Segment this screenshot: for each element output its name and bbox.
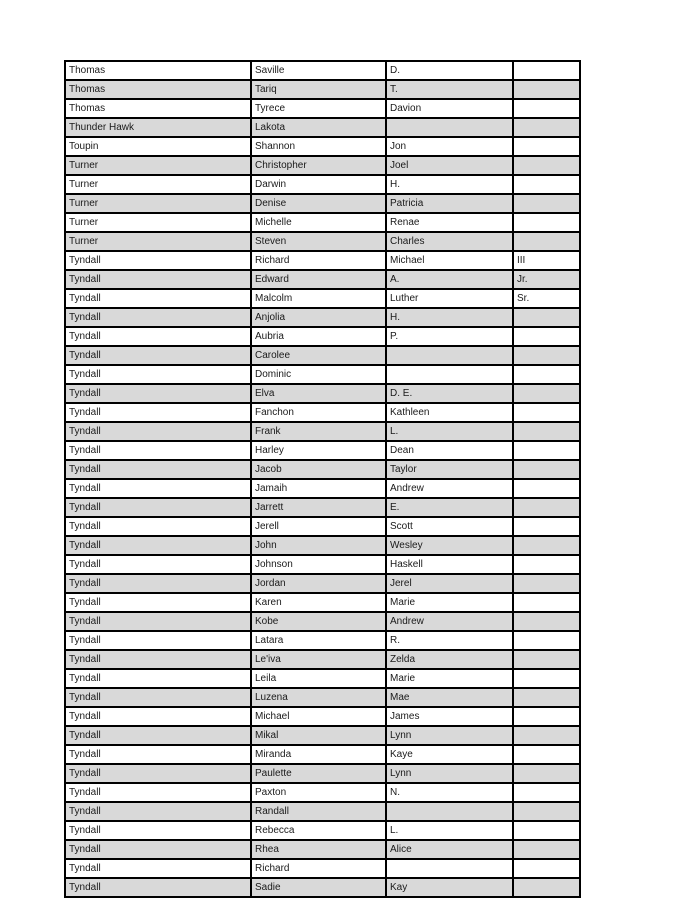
table-cell-middle-name: E. [386, 498, 513, 517]
table-cell-middle-name: Scott [386, 517, 513, 536]
table-cell-first-name: Jamaih [251, 479, 386, 498]
table-row [65, 99, 580, 118]
table-cell-suffix [513, 612, 580, 631]
table-row [65, 783, 580, 802]
table-cell-last-name: Tyndall [65, 631, 251, 650]
table-cell-last-name: Tyndall [65, 859, 251, 878]
table-cell-first-name: Aubria [251, 327, 386, 346]
table-cell-last-name: Tyndall [65, 745, 251, 764]
table-cell-first-name: Randall [251, 802, 386, 821]
table-cell-last-name: Thomas [65, 61, 251, 80]
table-cell-first-name: Richard [251, 251, 386, 270]
table-cell-middle-name: Jon [386, 137, 513, 156]
table-cell-suffix [513, 403, 580, 422]
table-row [65, 878, 580, 897]
table-row [65, 536, 580, 555]
table-cell-last-name: Tyndall [65, 536, 251, 555]
table-row [65, 327, 580, 346]
table-cell-first-name: Le'iva [251, 650, 386, 669]
table-cell-middle-name: Patricia [386, 194, 513, 213]
table-row [65, 574, 580, 593]
table-cell-last-name: Tyndall [65, 460, 251, 479]
table-cell-suffix [513, 156, 580, 175]
table-cell-middle-name: Zelda [386, 650, 513, 669]
table-row [65, 365, 580, 384]
table-cell-last-name: Tyndall [65, 802, 251, 821]
table-cell-last-name: Tyndall [65, 783, 251, 802]
table-row [65, 213, 580, 232]
table-cell-first-name: Leila [251, 669, 386, 688]
table-cell-suffix [513, 365, 580, 384]
table-cell-suffix [513, 460, 580, 479]
table-cell-last-name: Toupin [65, 137, 251, 156]
table-cell-suffix [513, 878, 580, 897]
table-cell-first-name: Rhea [251, 840, 386, 859]
table-cell-first-name: Michelle [251, 213, 386, 232]
table-cell-first-name: Darwin [251, 175, 386, 194]
table-row [65, 308, 580, 327]
table-cell-middle-name: Jerel [386, 574, 513, 593]
table-row [65, 821, 580, 840]
table-cell-first-name: Denise [251, 194, 386, 213]
table-cell-first-name: Tariq [251, 80, 386, 99]
table-cell-suffix [513, 498, 580, 517]
table-cell-middle-name: L. [386, 821, 513, 840]
table-row [65, 137, 580, 156]
table-row [65, 422, 580, 441]
table-cell-middle-name: Renae [386, 213, 513, 232]
table-cell-last-name: Tyndall [65, 650, 251, 669]
table-row [65, 384, 580, 403]
table-cell-middle-name: Wesley [386, 536, 513, 555]
table-row [65, 764, 580, 783]
table-cell-suffix [513, 688, 580, 707]
table-row [65, 80, 580, 99]
table-row [65, 707, 580, 726]
table-cell-last-name: Thomas [65, 80, 251, 99]
table-row [65, 479, 580, 498]
table-cell-last-name: Turner [65, 194, 251, 213]
table-cell-suffix [513, 593, 580, 612]
table-cell-middle-name [386, 365, 513, 384]
table-cell-last-name: Tyndall [65, 479, 251, 498]
table-cell-last-name: Tyndall [65, 764, 251, 783]
table-row [65, 61, 580, 80]
table-cell-last-name: Tyndall [65, 726, 251, 745]
table-cell-suffix: Sr. [513, 289, 580, 308]
table-cell-suffix [513, 840, 580, 859]
table-cell-suffix [513, 821, 580, 840]
table-cell-last-name: Tyndall [65, 555, 251, 574]
table-cell-last-name: Tyndall [65, 327, 251, 346]
table-cell-middle-name: D. [386, 61, 513, 80]
table-cell-last-name: Tyndall [65, 289, 251, 308]
table-cell-middle-name: Dean [386, 441, 513, 460]
table-cell-middle-name: Lynn [386, 764, 513, 783]
table-cell-last-name: Tyndall [65, 403, 251, 422]
table-row [65, 555, 580, 574]
table-cell-suffix [513, 99, 580, 118]
table-cell-last-name: Tyndall [65, 707, 251, 726]
table-cell-first-name: Elva [251, 384, 386, 403]
table-cell-last-name: Tyndall [65, 878, 251, 897]
table-cell-first-name: Frank [251, 422, 386, 441]
table-cell-last-name: Tyndall [65, 840, 251, 859]
table-cell-last-name: Tyndall [65, 270, 251, 289]
table-cell-first-name: Johnson [251, 555, 386, 574]
table-cell-first-name: Steven [251, 232, 386, 251]
table-cell-middle-name: James [386, 707, 513, 726]
table-cell-middle-name: Taylor [386, 460, 513, 479]
table-cell-middle-name: P. [386, 327, 513, 346]
table-cell-first-name: Michael [251, 707, 386, 726]
table-cell-suffix [513, 479, 580, 498]
table-cell-last-name: Tyndall [65, 308, 251, 327]
table-row [65, 669, 580, 688]
table-cell-last-name: Turner [65, 232, 251, 251]
table-cell-first-name: Richard [251, 859, 386, 878]
table-cell-middle-name: Kaye [386, 745, 513, 764]
table-cell-suffix [513, 764, 580, 783]
table-cell-suffix [513, 422, 580, 441]
table-row [65, 726, 580, 745]
table-cell-first-name: John [251, 536, 386, 555]
table-cell-first-name: Paxton [251, 783, 386, 802]
table-row [65, 498, 580, 517]
table-cell-first-name: Christopher [251, 156, 386, 175]
table-row [65, 631, 580, 650]
table-cell-last-name: Turner [65, 175, 251, 194]
names-table [64, 60, 581, 898]
table-cell-middle-name: Michael [386, 251, 513, 270]
table-cell-suffix [513, 517, 580, 536]
table-row [65, 859, 580, 878]
table-cell-first-name: Jerell [251, 517, 386, 536]
table-cell-first-name: Rebecca [251, 821, 386, 840]
table-row [65, 650, 580, 669]
table-cell-first-name: Carolee [251, 346, 386, 365]
table-cell-middle-name: T. [386, 80, 513, 99]
table-row [65, 156, 580, 175]
table-cell-middle-name: Kathleen [386, 403, 513, 422]
table-row [65, 194, 580, 213]
table-cell-suffix [513, 783, 580, 802]
table-cell-middle-name: Andrew [386, 612, 513, 631]
table-cell-middle-name: Lynn [386, 726, 513, 745]
table-cell-middle-name: Alice [386, 840, 513, 859]
table-cell-last-name: Thunder Hawk [65, 118, 251, 137]
table-cell-last-name: Turner [65, 156, 251, 175]
table-cell-last-name: Tyndall [65, 346, 251, 365]
table-cell-middle-name: D. E. [386, 384, 513, 403]
table-cell-suffix [513, 555, 580, 574]
table-row [65, 270, 580, 289]
table-cell-suffix [513, 441, 580, 460]
table-cell-last-name: Tyndall [65, 384, 251, 403]
table-cell-suffix [513, 308, 580, 327]
table-row [65, 118, 580, 137]
table-cell-first-name: Tyrece [251, 99, 386, 118]
table-cell-middle-name: H. [386, 308, 513, 327]
table-cell-middle-name: R. [386, 631, 513, 650]
table-row [65, 688, 580, 707]
table-cell-suffix [513, 137, 580, 156]
table-cell-middle-name: Joel [386, 156, 513, 175]
table-cell-middle-name: Marie [386, 669, 513, 688]
table-cell-suffix [513, 574, 580, 593]
table-cell-last-name: Tyndall [65, 365, 251, 384]
table-cell-first-name: Latara [251, 631, 386, 650]
table-cell-first-name: Sadie [251, 878, 386, 897]
table-cell-suffix [513, 631, 580, 650]
table-cell-first-name: Fanchon [251, 403, 386, 422]
table-cell-suffix [513, 802, 580, 821]
table-row [65, 175, 580, 194]
table-cell-last-name: Tyndall [65, 688, 251, 707]
names-table-body [65, 61, 580, 897]
table-cell-last-name: Tyndall [65, 251, 251, 270]
table-cell-middle-name: Haskell [386, 555, 513, 574]
table-cell-suffix [513, 707, 580, 726]
table-cell-last-name: Tyndall [65, 574, 251, 593]
table-row [65, 593, 580, 612]
table-cell-first-name: Karen [251, 593, 386, 612]
table-cell-first-name: Paulette [251, 764, 386, 783]
table-cell-middle-name: Davion [386, 99, 513, 118]
table-cell-suffix [513, 61, 580, 80]
table-cell-middle-name: H. [386, 175, 513, 194]
table-cell-first-name: Jarrett [251, 498, 386, 517]
table-cell-middle-name [386, 802, 513, 821]
table-cell-middle-name: Mae [386, 688, 513, 707]
table-cell-middle-name: Marie [386, 593, 513, 612]
table-cell-last-name: Tyndall [65, 821, 251, 840]
table-cell-first-name: Jacob [251, 460, 386, 479]
table-cell-middle-name: Luther [386, 289, 513, 308]
table-row [65, 403, 580, 422]
table-cell-middle-name: A. [386, 270, 513, 289]
table-cell-suffix: Jr. [513, 270, 580, 289]
table-row [65, 460, 580, 479]
table-cell-suffix: III [513, 251, 580, 270]
table-cell-first-name: Miranda [251, 745, 386, 764]
table-row [65, 441, 580, 460]
table-row [65, 840, 580, 859]
table-cell-suffix [513, 118, 580, 137]
table-cell-suffix [513, 536, 580, 555]
table-cell-middle-name: Kay [386, 878, 513, 897]
table-cell-suffix [513, 745, 580, 764]
table-cell-last-name: Tyndall [65, 517, 251, 536]
table-cell-suffix [513, 346, 580, 365]
table-row [65, 802, 580, 821]
table-cell-suffix [513, 859, 580, 878]
table-cell-middle-name: Charles [386, 232, 513, 251]
table-cell-first-name: Edward [251, 270, 386, 289]
table-cell-first-name: Harley [251, 441, 386, 460]
table-cell-middle-name: L. [386, 422, 513, 441]
table-cell-last-name: Turner [65, 213, 251, 232]
table-cell-last-name: Tyndall [65, 669, 251, 688]
table-cell-suffix [513, 327, 580, 346]
table-cell-first-name: Kobe [251, 612, 386, 631]
table-cell-suffix [513, 175, 580, 194]
table-row [65, 745, 580, 764]
table-cell-suffix [513, 80, 580, 99]
table-cell-first-name: Anjolia [251, 308, 386, 327]
table-row [65, 612, 580, 631]
table-cell-suffix [513, 384, 580, 403]
table-cell-first-name: Luzena [251, 688, 386, 707]
table-cell-first-name: Mikal [251, 726, 386, 745]
table-cell-last-name: Tyndall [65, 612, 251, 631]
table-cell-suffix [513, 194, 580, 213]
table-cell-first-name: Jordan [251, 574, 386, 593]
table-row [65, 232, 580, 251]
table-cell-last-name: Tyndall [65, 498, 251, 517]
table-cell-first-name: Saville [251, 61, 386, 80]
table-cell-first-name: Lakota [251, 118, 386, 137]
table-cell-last-name: Tyndall [65, 441, 251, 460]
table-cell-suffix [513, 650, 580, 669]
table-cell-last-name: Thomas [65, 99, 251, 118]
table-row [65, 251, 580, 270]
table-cell-suffix [513, 213, 580, 232]
table-row [65, 289, 580, 308]
table-cell-middle-name [386, 859, 513, 878]
table-cell-middle-name: Andrew [386, 479, 513, 498]
table-cell-last-name: Tyndall [65, 422, 251, 441]
table-cell-middle-name [386, 346, 513, 365]
table-cell-first-name: Dominic [251, 365, 386, 384]
table-cell-first-name: Shannon [251, 137, 386, 156]
table-row [65, 517, 580, 536]
table-cell-middle-name [386, 118, 513, 137]
table-cell-suffix [513, 232, 580, 251]
table-cell-suffix [513, 669, 580, 688]
table-cell-last-name: Tyndall [65, 593, 251, 612]
table-cell-first-name: Malcolm [251, 289, 386, 308]
table-row [65, 346, 580, 365]
table-cell-suffix [513, 726, 580, 745]
table-cell-middle-name: N. [386, 783, 513, 802]
